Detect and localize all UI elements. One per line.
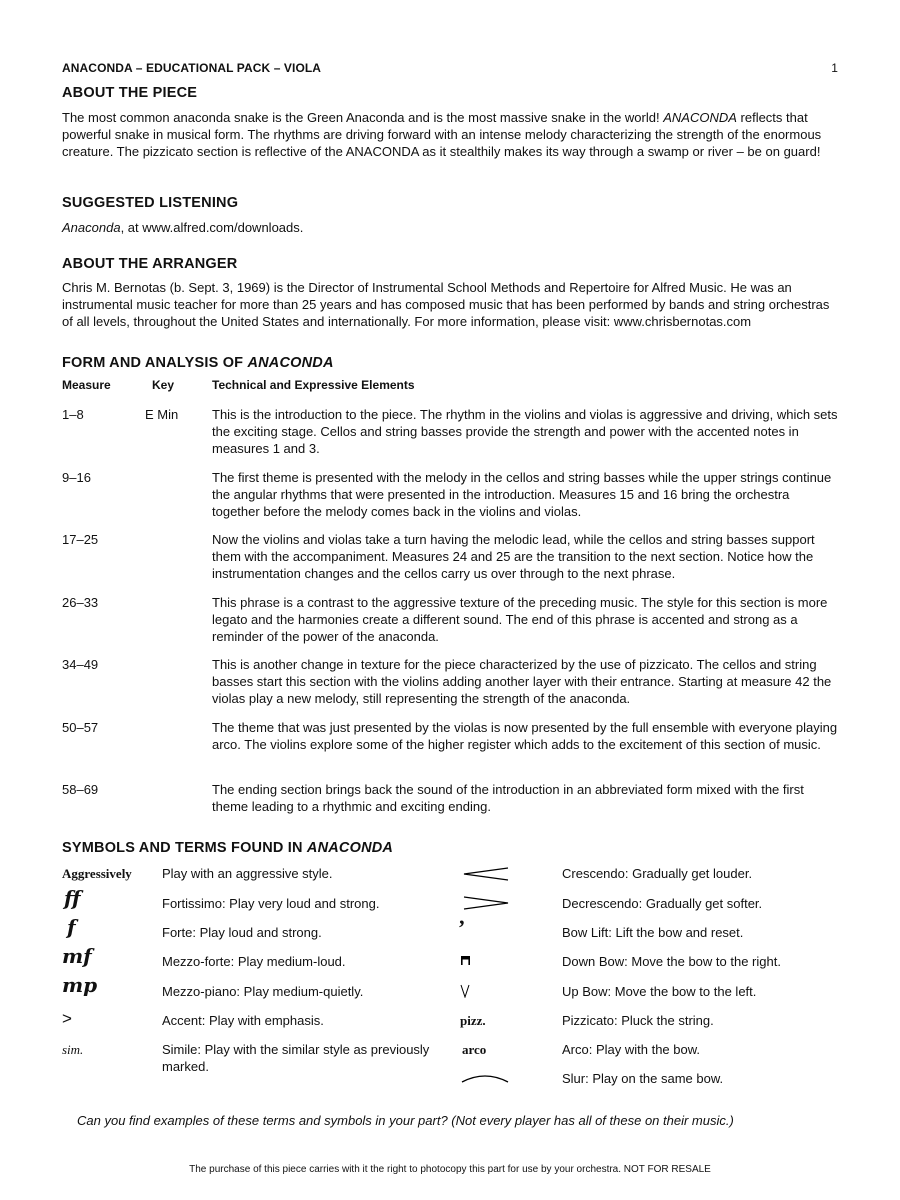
fortissimo-symbol: ff [64,886,81,910]
decrescendo-icon [462,895,510,911]
down-bow-icon [460,955,472,967]
simile-desc: Simile: Play with the similar style as previously marked. [162,1042,430,1074]
col-elements-header: Technical and Expressive Elements [212,378,415,392]
mezzo-forte-symbol: mf [62,944,92,968]
up-bow-desc: Up Bow: Move the bow to the left. [562,984,757,999]
document-title: ANACONDA – EDUCATIONAL PACK – VIOLA [62,61,322,75]
bow-lift-icon: ’ [458,915,466,940]
arco-term: arco [462,1042,487,1057]
col-measure-header: Measure [62,378,111,392]
forte-desc: Forte: Play loud and strong. [162,925,322,940]
up-bow-icon [460,984,470,998]
arranger-text: Chris M. Bernotas (b. Sept. 3, 1969) is the Director of Instrumental School Methods and Repertoire for Alfred Music. He was an instrumental music teacher for more than 25 years and has composed music that has been performed by bands and string orchestras of all levels, throughout the United States and internationally. For more information, please visit: www.chrisbernotas.com [62,280,830,329]
pizzicato-desc: Pizzicato: Pluck the string. [562,1013,714,1028]
arranger-heading: ABOUT THE ARRANGER [62,256,238,272]
accent-symbol: > [62,1009,72,1028]
running-header [62,61,838,75]
listening-heading: SUGGESTED LISTENING [62,195,239,211]
aggressively-term: Aggressively [62,866,132,881]
fortissimo-desc: Fortissimo: Play very loud and strong. [162,896,380,911]
closing-question: Can you find examples of these terms and symbols in your part? (Not every player has all of these on their music.) [77,1113,734,1128]
forte-symbol: f [67,915,76,939]
pizz-term: pizz. [460,1013,486,1028]
about-piece-heading: ABOUT THE PIECE [62,85,198,101]
slur-desc: Slur: Play on the same bow. [562,1071,724,1086]
crescendo-desc: Crescendo: Gradually get louder. [562,866,753,881]
listening-text: Anaconda, at www.alfred.com/downloads. [62,220,304,235]
simile-term: sim. [62,1042,84,1057]
bow-lift-desc: Bow Lift: Lift the bow and reset. [562,925,744,940]
about-piece-text: The most common anaconda snake is the Green Anaconda and is the most massive snake in the world! ANACONDA reflects that powerful snake in musical form. The rhythms are driving forward with an intense melody characterizing the strength of the enormous creature. The pizzicato section is reflective of the ANACONDA as it stealthily makes its way through a swamp or river – be on guard! [62,110,822,159]
form-heading: FORM AND ANALYSIS OF ANACONDA [62,355,334,371]
crescendo-icon [462,866,510,882]
slur-icon [460,1070,510,1084]
page-number: 1 [831,61,838,75]
down-bow-desc: Down Bow: Move the bow to the right. [562,954,781,969]
accent-desc: Accent: Play with emphasis. [162,1013,324,1028]
arco-desc: Arco: Play with the bow. [562,1042,701,1057]
aggressively-desc: Play with an aggressive style. [162,866,333,881]
mezzo-piano-desc: Mezzo-piano: Play medium-quietly. [162,984,364,999]
col-key-header: Key [152,378,175,392]
mezzo-piano-symbol: mp [62,973,98,997]
mezzo-forte-desc: Mezzo-forte: Play medium-loud. [162,954,346,969]
footer-notice: The purchase of this piece carries with it the right to photocopy this part for use by your orchestra. NOT FOR RESALE [189,1164,711,1175]
symbols-heading: SYMBOLS AND TERMS FOUND IN ANACONDA [62,840,394,856]
decrescendo-desc: Decrescendo: Gradually get softer. [562,896,763,911]
